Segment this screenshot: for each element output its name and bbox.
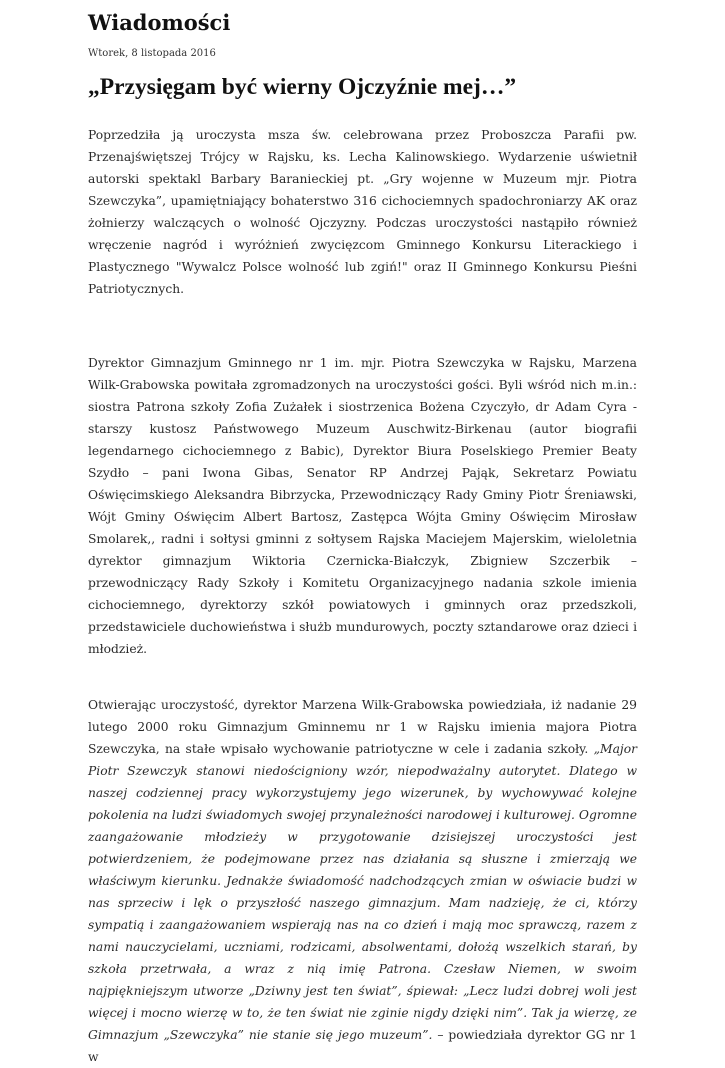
post-date: Wtorek, 8 listopada 2016 bbox=[88, 48, 216, 59]
article-paragraph-1: Poprzedziła ją uroczysta msza św. celebrowana przez Proboszcza Parafii pw. Przenajświętszej Trójcy w Rajsku, ks. Lecha Kalinowskiego. Wydarzenie uświetnił autorski spektakl Barbary Baranieckiej pt. „Gry wojenne w Muzeum mjr. Piotra Szewczyka”, upamiętniający bohaterstwo 316 cichociemnych spadochroniarzy AK oraz żołnierzy walczących o wolność Ojczyzny. Podczas uroczystości nastąpiło również wręczenie nagród i wyróżnień zwycięzcom Gminnego Konkursu Literackiego i Plastycznego "Wywalcz Polsce wolność lub zgiń!" oraz II Gminnego Konkursu Pieśni Patriotycznych. bbox=[88, 128, 637, 296]
paragraph-3-outro: – powiedziała dyrektor GG nr 1 w bbox=[88, 1028, 638, 1064]
article-paragraph-3 bbox=[88, 694, 637, 1068]
director-quote: „Major Piotr Szewczyk stanowi niedościgniony wzór, niepodważalny autorytet. Dlatego w naszej codziennej pracy wykorzystujemy jego wizerunek, by wychowywać kolejne pokolenia na ludzi świadomych swojej przynależności narodowej i kulturowej. Ogromne zaangażowanie młodzieży w przygotowanie dzisiejszej uroczystości jest potwierdzeniem, że podejmowane przez nas działania są słuszne i zmierzają we właściwym kierunku. Jednakże świadomość nadchodzących zmian w oświacie budzi w nas sprzeciw i lęk o przyszłość naszego gimnazjum. Mam nadzieję, że ci, którzy sympatią i zaangażowaniem wspierają nas na co dzień i mają moc sprawczą, razem z nami nauczycielami, uczniami, rodzicami, absolwentami, dołożą wszelkich starań, by szkoła przetrwała, a wraz z nią imię Patrona. Czesław Niemen, w swoim najpiękniejszym utworze „Dziwny jest ten świat”, śpiewał: „Lecz ludzi dobrej woli jest więcej i mocno wierzę w to, że ten świat nie zginie nigdy dzięki nim”. Tak ja wierzę, ze Gimnazjum „Szewczyka” nie stanie się jego muzeum”. bbox=[88, 742, 637, 1042]
article-paragraph-2: Dyrektor Gimnazjum Gminnego nr 1 im. mjr. Piotra Szewczyka w Rajsku, Marzena Wilk-Grabowska powitała zgromadzonych na uroczystości gości. Byli wśród nich m.in.: siostra Patrona szkoły Zofia Zużałek i siostrzenica Bożena Czyczyło, dr Adam Cyra - starszy kustosz Państwowego Muzeum Auschwitz-Birkenau (autor biografii legendarnego cichociemnego z Babic), Dyrektor Biura Poselskiego Premier Beaty Szydło – pani Iwona Gibas, Senator RP Andrzej Pająk, Sekretarz Powiatu Oświęcimskiego Aleksandra Bibrzycka, Przewodniczący Rady Gminy Piotr Śreniawski, Wójt Gminy Oświęcim Albert Bartosz, Zastępca Wójta Gminy Oświęcim Mirosław Smolarek,, radni i sołtysi gminni z sołtysem Rajska Maciejem Majerskim, wieloletnia dyrektor gimnazjum Wiktoria Czernicka-Białczyk, Zbigniew Szczerbik – przewodniczący Rady Szkoły i Komitetu Organizacyjnego nadania szkole imienia cichociemnego, dyrektorzy szkół powiatowych i gminnych oraz przedszkoli, przedstawiciele duchowieństwa i służb mundurowych, poczty sztandarowe oraz dzieci i młodzież. bbox=[88, 356, 637, 656]
site-title[interactable]: Wiadomości bbox=[88, 10, 231, 35]
post-title[interactable]: „Przysięgam być wierny Ojczyźnie mej…” bbox=[88, 74, 517, 100]
paragraph-3-intro: Otwierając uroczystość, dyrektor Marzena Wilk-Grabowska powiedziała, iż nadanie 29 lutego 2000 roku Gimnazjum Gminnemu nr 1 w Rajsku imienia majora Piotra Szewczyka, na stałe wpisało wychowanie patriotyczne w cele i zadania szkoły. bbox=[88, 698, 637, 756]
